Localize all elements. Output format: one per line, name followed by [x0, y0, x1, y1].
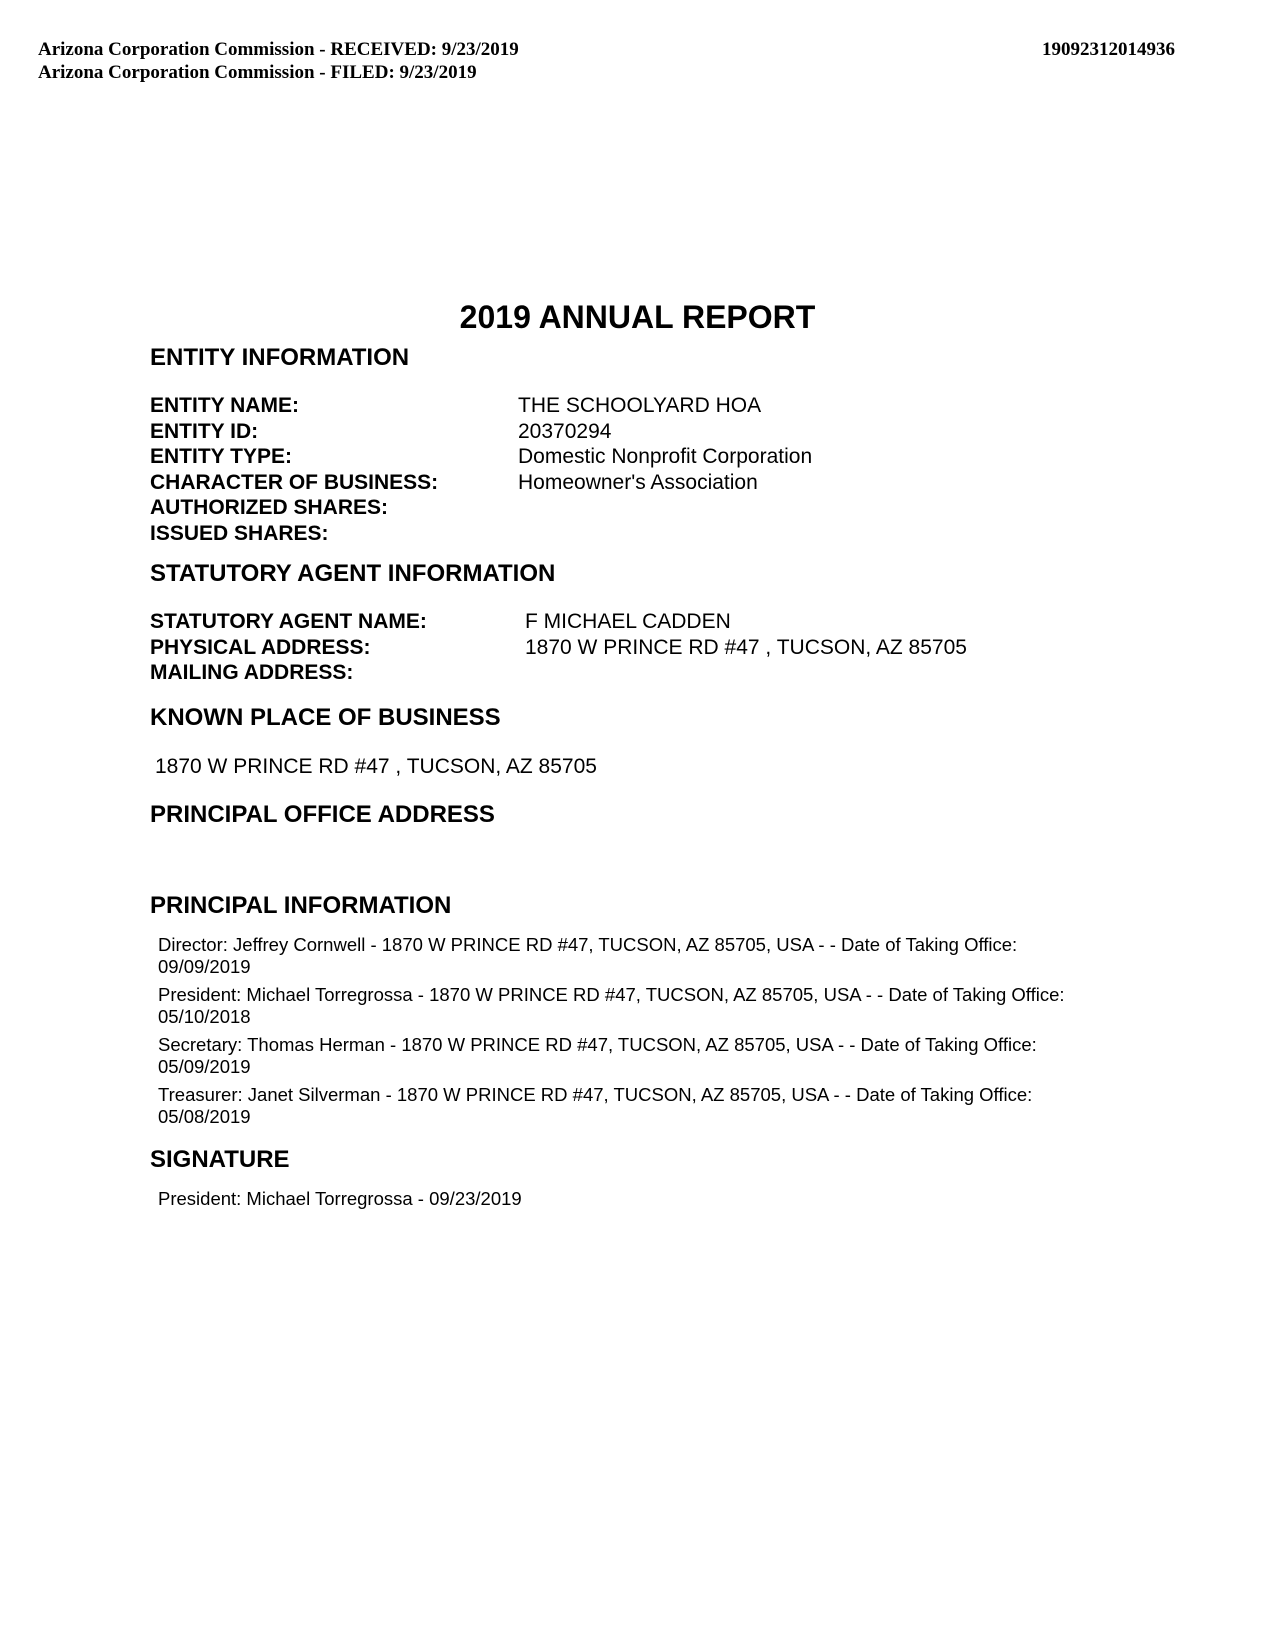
mailing-address-row: [150, 660, 967, 686]
principal-office-heading: PRINCIPAL OFFICE ADDRESS: [150, 801, 495, 828]
document-number: 19092312014936: [1042, 39, 1175, 60]
entity-information-table: [150, 393, 812, 546]
field-label: CHARACTER OF BUSINESS:: [150, 470, 439, 494]
agent-name-value: F MICHAEL CADDEN: [525, 610, 731, 633]
character-of-business-row: [150, 470, 812, 496]
filed-stamp: Arizona Corporation Commission - FILED: 9/23/2019: [38, 62, 477, 83]
principal-list: [158, 934, 1118, 1134]
principal-entry-secretary: [158, 1034, 1118, 1077]
field-label: AUTHORIZED SHARES:: [150, 496, 389, 519]
statutory-agent-table: [150, 609, 967, 686]
principal-date: 05/10/2018: [158, 1005, 251, 1027]
principal-text: President: Michael Torregrossa - 1870 W PRINCE RD #47, TUCSON, AZ 85705, USA - - Date of Taking Office:: [158, 984, 1065, 1005]
principal-text: Director: Jeffrey Cornwell - 1870 W PRINCE RD #47, TUCSON, AZ 85705, USA - - Date of Taking Office:: [158, 934, 1018, 955]
entity-information-heading: ENTITY INFORMATION: [150, 344, 410, 371]
field-label: STATUTORY AGENT NAME:: [150, 610, 427, 633]
issued-shares-row: [150, 521, 812, 547]
authorized-shares-row: [150, 495, 812, 521]
known-place-heading: KNOWN PLACE OF BUSINESS: [150, 704, 501, 731]
entity-id-row: [150, 419, 812, 445]
field-label: ENTITY ID:: [150, 419, 259, 443]
principal-date: 05/08/2019: [158, 1105, 251, 1127]
filing-stamp: [38, 38, 519, 84]
statutory-agent-heading: STATUTORY AGENT INFORMATION: [150, 560, 556, 587]
entity-type-row: [150, 444, 812, 470]
field-label: MAILING ADDRESS:: [150, 661, 354, 684]
principal-text: Secretary: Thomas Herman - 1870 W PRINCE RD #47, TUCSON, AZ 85705, USA - - Date of Taking Office:: [158, 1034, 1037, 1055]
entity-name-value: THE SCHOOLYARD HOA: [518, 394, 762, 417]
principal-information-heading: PRINCIPAL INFORMATION: [150, 892, 452, 919]
principal-date: 05/09/2019: [158, 1055, 251, 1077]
agent-name-row: [150, 609, 967, 635]
principal-text: Treasurer: Janet Silverman - 1870 W PRINCE RD #47, TUCSON, AZ 85705, USA - - Date of Taking Office:: [158, 1084, 1033, 1105]
entity-type-value: Domestic Nonprofit Corporation: [518, 445, 813, 468]
physical-address-row: [150, 635, 967, 661]
signature-heading: SIGNATURE: [150, 1146, 290, 1173]
field-label: ISSUED SHARES:: [150, 521, 329, 545]
field-label: PHYSICAL ADDRESS:: [150, 635, 371, 659]
field-label: ENTITY NAME:: [150, 394, 299, 417]
received-stamp: Arizona Corporation Commission - RECEIVED: 9/23/2019: [38, 39, 519, 60]
entity-name-row: [150, 393, 812, 419]
character-of-business-value: Homeowner's Association: [518, 470, 758, 494]
entity-id-value: 20370294: [518, 419, 612, 443]
principal-entry-director: [158, 934, 1118, 977]
physical-address-value: 1870 W PRINCE RD #47 , TUCSON, AZ 85705: [525, 635, 967, 659]
field-label: ENTITY TYPE:: [150, 445, 292, 468]
principal-date: 09/09/2019: [158, 955, 251, 977]
page-title: 2019 ANNUAL REPORT: [459, 299, 816, 335]
principal-entry-president: [158, 984, 1118, 1027]
signature-text: President: Michael Torregrossa - 09/23/2019: [158, 1188, 522, 1209]
known-place-address: 1870 W PRINCE RD #47 , TUCSON, AZ 85705: [155, 755, 597, 778]
principal-entry-treasurer: [158, 1084, 1118, 1127]
